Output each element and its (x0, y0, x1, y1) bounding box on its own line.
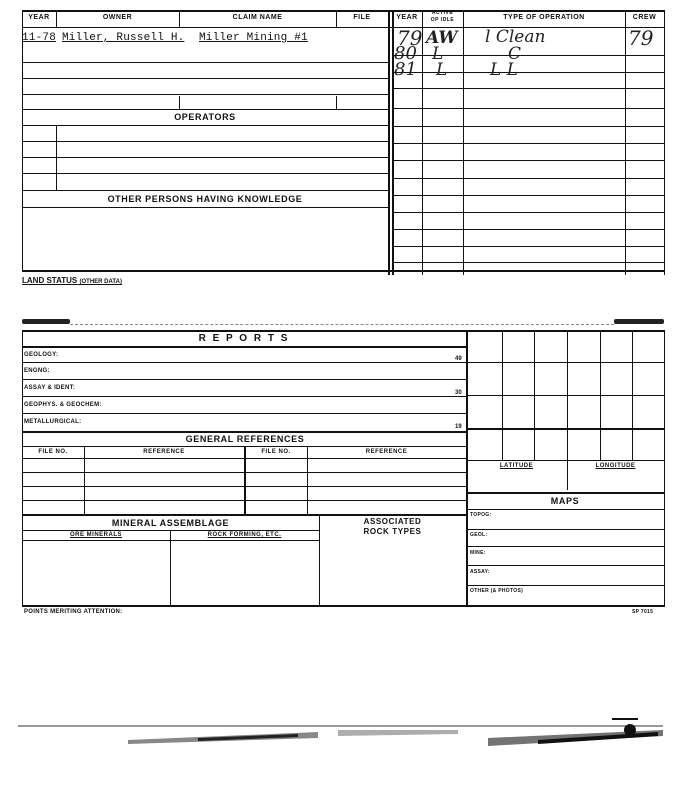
activity-active-1: AW (426, 28, 458, 48)
general-references-title: GENERAL REFERENCES (185, 434, 305, 444)
maps-title: MAPS (550, 496, 580, 506)
report-assay-num: 30 (455, 390, 462, 396)
report-metallurgical: METALLURGICAL: (24, 419, 82, 425)
associated-rock-types: ASSOCIATED ROCK TYPES (363, 517, 422, 536)
map-geol: GEOL: (470, 532, 488, 538)
report-geology-num: 49 (455, 356, 462, 362)
col-crew: CREW (632, 14, 657, 21)
latitude-label: LATITUDE (499, 463, 534, 469)
report-engng: ENGNG: (24, 368, 50, 374)
ore-minerals: ORE MINERALS (69, 532, 122, 538)
land-status-title: LAND STATUS (22, 276, 78, 285)
other-persons-title: OTHER PERSONS HAVING KNOWLEDGE (107, 194, 303, 204)
active-line2: OP IDLE (430, 17, 455, 23)
rock-forming: ROCK FORMING, ETC. (207, 532, 282, 538)
activity-year-3: 81 (394, 59, 417, 80)
ref-reference-1: REFERENCE (143, 449, 185, 455)
reports-title: R E P O R T S (198, 333, 290, 344)
report-assay: ASSAY & IDENT: (24, 385, 76, 391)
entry-claim: Miller Mining #1 (199, 32, 308, 44)
map-assay: ASSAY: (470, 569, 490, 575)
report-metallurgical-num: 19 (455, 424, 462, 430)
activity-year-2: 80 (394, 43, 417, 64)
ref-file-no-1: FILE NO. (38, 449, 68, 455)
col-claim-name: CLAIM NAME (232, 14, 283, 21)
activity-active-3: L (436, 60, 448, 80)
mineral-assemblage-title: MINERAL ASSEMBLAGE (111, 518, 230, 528)
points-meriting-attention: POINTS MERITING ATTENTION: (24, 609, 123, 615)
activity-type-2: C (508, 44, 522, 64)
operators-title: OPERATORS (174, 112, 236, 122)
report-geology: GEOLOGY: (24, 352, 59, 358)
report-geophys: GEOPHYS. & GEOCHEM: (24, 402, 102, 408)
map-mine: MINE: (470, 550, 486, 556)
map-topog: TOPOG: (470, 512, 492, 518)
ref-reference-2: REFERENCE (365, 449, 408, 455)
form-code: SP 7015 (632, 609, 654, 615)
entry-year: 11-78 (22, 32, 57, 44)
col-file: FILE (353, 14, 371, 21)
scan-noise-band (18, 718, 663, 758)
ref-file-no-2: FILE NO. (261, 449, 291, 455)
activity-crew-1: 79 (628, 26, 654, 50)
activity-active-2: L (432, 44, 444, 64)
map-other: OTHER (& PHOTOS) (470, 588, 524, 594)
activity-type-1: l Clean (485, 27, 546, 47)
activity-year-1: 79 (397, 26, 423, 50)
activity-type-3: L L (490, 60, 518, 80)
longitude-label: LONGITUDE (595, 463, 636, 469)
land-status-sub: (OTHER DATA) (79, 279, 122, 285)
active-line1: ACTIVE (431, 10, 454, 16)
col-year-2: YEAR (396, 14, 418, 21)
col-owner: OWNER (102, 14, 133, 21)
col-year: YEAR (28, 14, 50, 21)
col-type-of-operation: TYPE OF OPERATION (503, 14, 585, 21)
entry-owner: Miller, Russell H. (62, 32, 185, 44)
